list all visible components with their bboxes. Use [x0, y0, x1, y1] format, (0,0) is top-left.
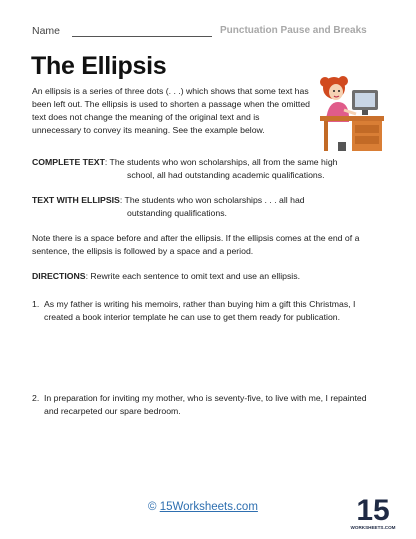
ellipsis-text-label: TEXT WITH ELLIPSIS: [32, 195, 120, 205]
complete-text-label: COMPLETE TEXT: [32, 157, 105, 167]
ellipsis-text-example: [32, 194, 382, 220]
question-1: [32, 298, 382, 324]
complete-text-line2: school, all had outstanding academic qualifications.: [127, 170, 325, 180]
logo-text: WORKSHEETS.COM: [350, 525, 396, 530]
page-title: The Ellipsis: [31, 52, 167, 80]
question-text: As my father is writing his memoirs, rather than buying him a gift this Christmas, I created a book interior template he can use to get them ready for publication.: [44, 299, 356, 322]
ellipsis-text-line1: : The students who won scholarships . . . all had: [119, 195, 305, 205]
worksheet-header-title: Punctuation Pause and Breaks: [220, 25, 367, 36]
complete-text-line1: : The students who won scholarships, all from the same high: [104, 157, 338, 167]
site-link[interactable]: 15Worksheets.com: [159, 501, 258, 513]
question-number: 1.: [32, 299, 40, 309]
question-text: In preparation for inviting my mother, who is seventy-five, to live with me, I repainted and recarpeted our spare bedroom.: [44, 393, 367, 416]
note-paragraph: Note there is a space before and after the ellipsis. If the ellipsis comes at the end of a sentence, the ellipsis is followed by a space and a period.: [32, 233, 360, 256]
question-number: 2.: [32, 393, 40, 403]
woman-at-desk-clipart-icon: [316, 72, 386, 154]
intro-paragraph: An ellipsis is a series of three dots (. . .) which shows that some text has been left out. The ellipsis is used to shorten a passage when the omitted text does not change the meaning of the original text and is unnecessary to convey its meaning. See the example below.: [32, 86, 311, 135]
ellipsis-text-line2: outstanding qualifications.: [127, 208, 227, 218]
logo-number: 15: [356, 494, 390, 527]
footer-link[interactable]: [148, 501, 258, 513]
directions-label: DIRECTIONS: [32, 271, 86, 281]
name-line[interactable]: [72, 36, 212, 37]
15worksheets-logo-icon: [350, 491, 396, 531]
name-label: Name: [32, 25, 61, 37]
complete-text-example: [32, 156, 382, 182]
directions-text: : Rewrite each sentence to omit text and use an ellipsis.: [85, 271, 300, 281]
name-row: [32, 25, 392, 39]
question-2: [32, 392, 382, 418]
directions: [32, 270, 382, 283]
copyright-symbol: ©: [148, 501, 157, 513]
